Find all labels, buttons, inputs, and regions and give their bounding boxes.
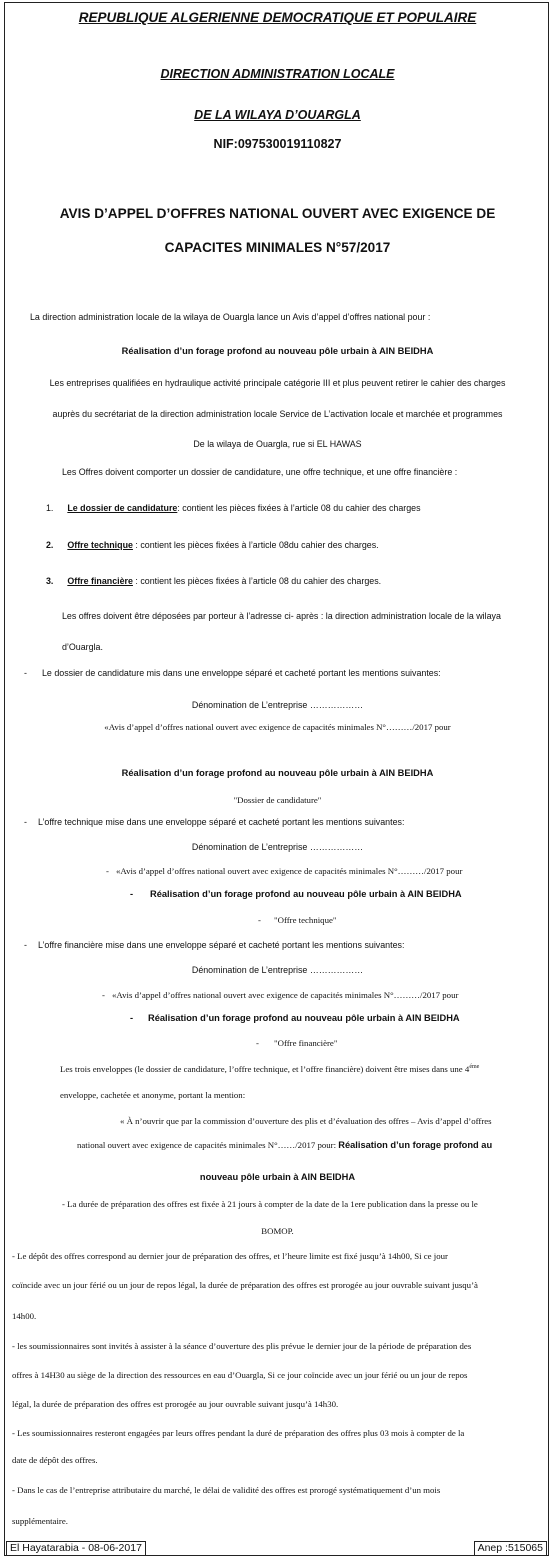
wilaya-heading: DE LA WILAYA D’OUARGLA: [194, 108, 361, 122]
superscript: éme: [469, 1064, 480, 1071]
bullet-dash: -: [102, 990, 105, 1000]
project-title: Réalisation d’un forage profond au nouveau pôle urbain à AIN BEIDHA: [121, 346, 434, 356]
list-label: Offre financière: [67, 576, 133, 586]
envelope1-avis-ref: «Avis d’appel d’offres national ouvert avec exigence de capacités minimales N°………/2017 pour: [104, 722, 451, 732]
envelope2-avis-ref: «Avis d’appel d’offres national ouvert avec exigence de capacités minimales N°………/2017 pour: [116, 866, 463, 876]
trois-enveloppes-line1: [60, 1064, 479, 1074]
depot-offres-line1: - Le dépôt des offres correspond au dernier jour de préparation des offres, et l’heure limite est fixé jusqu’à 14h00, Si ce jour: [12, 1251, 448, 1261]
ouvrir-line3: nouveau pôle urbain à AIN BEIDHA: [199, 1172, 356, 1182]
depot-offres-line2: coïncide avec un jour férié ou un jour de repos légal, la durée de préparation des offres est prorogée au jour ouvrable suivant jusqu’à: [12, 1280, 478, 1290]
ouvrir-text: national ouvert avec exigence de capacités minimales N°……/2017 pour:: [77, 1140, 339, 1150]
duree-line2: BOMOP.: [261, 1226, 294, 1236]
engage-line1: - Les soumissionnaires resteront engagées par leurs offres pendant la duré de préparation des offres plus 03 mois à compter de la: [12, 1428, 465, 1438]
bullet-dash: -: [258, 915, 261, 925]
list-item-2: [46, 540, 379, 550]
envelope1-tag: "Dossier de candidature": [233, 795, 322, 805]
bullet-dash: -: [24, 817, 27, 827]
list-label: Offre technique: [67, 540, 133, 550]
notice-title-line2: CAPACITES MINIMALES N°57/2017: [164, 240, 391, 255]
newspaper-source-label: El Hayatarabia - 08-06-2017: [6, 1541, 146, 1556]
duree-line1: - La durée de préparation des offres est fixée à 21 jours à compter de la date de la 1ere publication dans la presse ou le: [62, 1199, 478, 1209]
envelope3-denomination: Dénomination de L’entreprise ………………: [191, 965, 364, 975]
anep-reference-label: Anep :515065: [474, 1541, 547, 1556]
list-number: 1.: [46, 503, 54, 513]
envelope3-tag: "Offre financière": [274, 1038, 338, 1048]
intro-text: La direction administration locale de la wilaya de Ouargla lance un Avis d’appel d’offres national pour :: [30, 312, 431, 322]
list-item-3: [46, 576, 381, 586]
trois-enveloppes-text: Les trois enveloppes (le dossier de candidature, l’offre technique, et l’offre financière) doivent être mises dans une 4: [60, 1064, 470, 1074]
list-text: : contient les pièces fixées à l’article 08du cahier des charges.: [132, 540, 379, 550]
bullet-dash: -: [130, 1013, 134, 1023]
list-label: Le dossier de candidature: [67, 503, 178, 513]
bullet-dash: -: [130, 889, 134, 899]
envelope2-tag: "Offre technique": [274, 915, 337, 925]
envelope2-intro: L’offre technique mise dans une enveloppe séparé et cacheté portant les mentions suivantes:: [38, 817, 405, 827]
page-border: [4, 2, 549, 1556]
bullet-dash: -: [24, 668, 27, 678]
offres-composition: Les Offres doivent comporter un dossier de candidature, une offre technique, et une offre financière :: [62, 467, 458, 477]
qualification-line1: Les entreprises qualifiées en hydraulique activité principale catégorie III et plus peuvent retirer le cahier des charges: [49, 378, 506, 388]
nif-number: NIF:097530019110827: [213, 137, 342, 151]
envelope3-avis-ref: «Avis d’appel d’offres national ouvert avec exigence de capacités minimales N°………/2017 pour: [112, 990, 459, 1000]
envelope2-denomination: Dénomination de L’entreprise ………………: [191, 842, 364, 852]
bullet-dash: -: [256, 1038, 259, 1048]
envelope3-intro: L’offre financière mise dans une enveloppe séparé et cacheté portant les mentions suivantes:: [38, 940, 405, 950]
trois-enveloppes-line2: enveloppe, cachetée et anonyme, portant la mention:: [60, 1090, 246, 1100]
list-item-1: [46, 503, 421, 513]
depot-line1: Les offres doivent être déposées par porteur à l’adresse ci- après : la direction administration locale de la wilaya: [62, 611, 501, 621]
list-text: : contient les pièces fixées à l’article 08 du cahier des charges: [177, 503, 421, 513]
ouvrir-project: Réalisation d’un forage profond au: [338, 1140, 493, 1150]
seance-line2: offres à 14H30 au siège de la direction des ressources en eau d’Ouargla, Si ce jour coïncide avec un jour férié ou un jour de repos: [12, 1370, 468, 1380]
envelope2-project: Réalisation d’un forage profond au nouveau pôle urbain à AIN BEIDHA: [150, 889, 462, 899]
bullet-dash: -: [24, 940, 27, 950]
bullet-dash: -: [106, 866, 109, 876]
direction-heading: DIRECTION ADMINISTRATION LOCALE: [160, 67, 395, 81]
depot-line2: d’Ouargla.: [62, 642, 103, 652]
validite-line1: - Dans le cas de l’entreprise attributaire du marché, le délai de validité des offres est prorogé systématiquement d’un mois: [12, 1485, 441, 1495]
seance-line3: légal, la durée de préparation des offres est prorogée au jour ouvrable suivant jusqu’à 14h30.: [12, 1399, 339, 1409]
qualification-line3: De la wilaya de Ouargla, rue si EL HAWAS: [193, 439, 362, 449]
envelope1-intro: Le dossier de candidature mis dans une enveloppe séparé et cacheté portant les mentions suivantes:: [42, 668, 441, 678]
validite-line2: supplémentaire.: [12, 1516, 68, 1526]
qualification-line2: auprès du secrétariat de la direction administration locale Service de L’activation locale et marchée et programmes: [52, 409, 503, 419]
list-text: : contient les pièces fixées à l’article 08 du cahier des charges.: [132, 576, 382, 586]
depot-offres-line3: 14h00.: [12, 1311, 37, 1321]
list-number: 2.: [46, 540, 54, 550]
seance-line1: - les soumissionnaires sont invités à assister à la séance d’ouverture des plis prévue le dernier jour de la période de préparation des: [12, 1341, 472, 1351]
list-number: 3.: [46, 576, 54, 586]
ouvrir-line2: [77, 1140, 492, 1150]
republic-heading: REPUBLIQUE ALGERIENNE DEMOCRATIQUE ET POPULAIRE: [78, 10, 477, 25]
engage-line2: date de dépôt des offres.: [12, 1455, 98, 1465]
envelope3-project: Réalisation d’un forage profond au nouveau pôle urbain à AIN BEIDHA: [148, 1013, 460, 1023]
ouvrir-line1: « À n’ouvrir que par la commission d’ouverture des plis et d’évaluation des offres – Avis d’appel d’offres: [120, 1116, 492, 1126]
envelope1-denomination: Dénomination de L’entreprise ………………: [191, 700, 364, 710]
envelope1-project: Réalisation d’un forage profond au nouveau pôle urbain à AIN BEIDHA: [121, 768, 434, 778]
notice-title-line1: AVIS D’APPEL D’OFFRES NATIONAL OUVERT AVEC EXIGENCE DE: [59, 206, 496, 221]
